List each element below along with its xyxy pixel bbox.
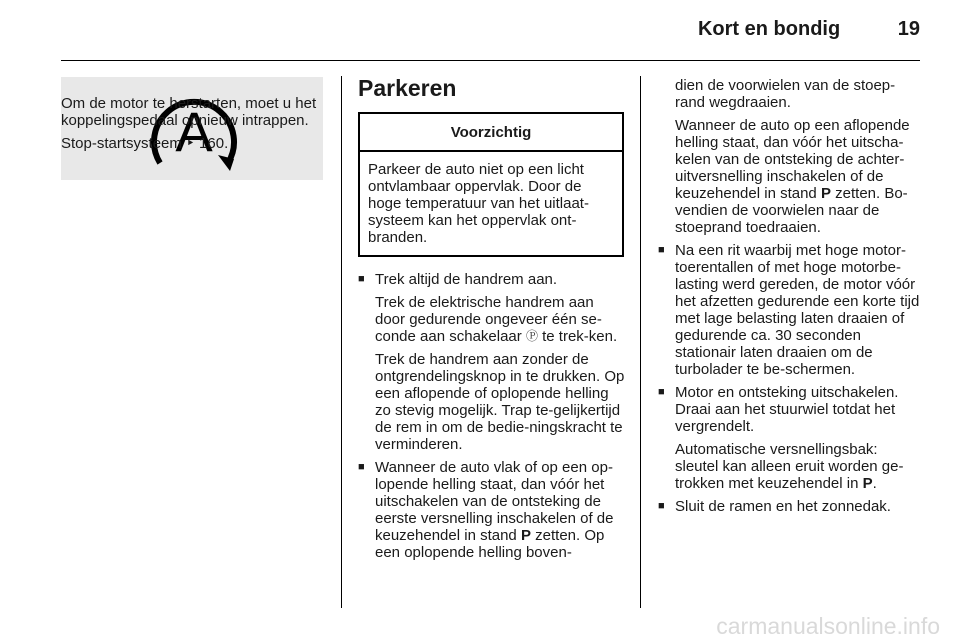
column-2: [358, 75, 626, 567]
parking-brake-switch-icon: Ⓟ: [525, 329, 538, 343]
page-number: 19: [897, 18, 920, 40]
list-item-text: Trek de handrem aan zonder de ontgrendelingsknop in te drukken. Op een aflopende of oplopende helling zo stevig mogelijk. Trap te-gelijkertijd de rem in om de bedie-ningskracht te verminderen.: [375, 351, 625, 453]
list-item: ■ Na een rit waarbij met hoge motor-toerentallen of met hoge motorbe-lasting werd gereden, de motor vóór het afzetten gedurende een korte tijd met lage belasting laten draaien of gedurende ca. 30 seconden stationair laten draaien om de turbolader te be-schermen.: [658, 242, 923, 378]
restart-note: Om de motor te herstarten, moet u het koppelingspedaal opnieuw intrappen.: [61, 95, 317, 129]
instruction-list: [658, 242, 923, 515]
gear-position-P: P: [820, 185, 831, 202]
caution-title: Voorzichtig: [360, 114, 622, 152]
column-3: [658, 77, 923, 521]
column-1-text: [61, 95, 326, 158]
list-item-text: Automatische versnellingsbak: sleutel kan alleen eruit worden ge-trokken met keuzehendel in P.: [675, 441, 904, 492]
cross-reference[interactable]: Stop-startsysteem ‣ 160.: [61, 135, 229, 152]
gear-position-P: P: [520, 527, 531, 544]
list-item-text: ■ Trek altijd de handrem aan.: [375, 271, 558, 288]
list-item: ■ Sluit de ramen en het zonnedak.: [658, 498, 923, 515]
gear-position-P: P: [862, 475, 873, 492]
watermark: carmanualsonline.info: [716, 613, 940, 639]
list-item-text: Wanneer de auto op een aflopende helling staat, dan vóór het uitscha-kelen van de ontsteking de achter-uitversnelling inschakelen of de keuzehendel in stand P zetten. Bo-vendien de voorwielen naar de stoeprand toedraaien.: [675, 117, 910, 236]
section-title: Kort en bondig: [697, 18, 841, 40]
list-item: [358, 271, 626, 453]
header-rule: [61, 60, 920, 61]
list-item-text: ■ Motor en ontsteking uitschakelen. Draai aan het stuurwiel totdat het vergrendelt.: [675, 384, 899, 435]
page-header: [698, 18, 920, 41]
icon-letter: A: [175, 100, 213, 163]
list-item: ■ Wanneer de auto vlak of op een op-lopende helling staat, dan vóór het uitschakelen van de ontsteking de eerste versnelling inschakelen of de keuzehendel in stand P zetten. Op een oplopende helling boven-: [358, 459, 626, 561]
continued-text: [658, 77, 923, 236]
instruction-list: [358, 271, 626, 561]
list-item-text: dien de voorwielen van de stoep-rand wegdraaien.: [675, 77, 896, 111]
section-heading: Parkeren: [358, 75, 457, 101]
list-item-text: Trek de elektrische handrem aan door gedurende ongeveer één se-conde aan schakelaar Ⓟ te trek-ken.: [375, 294, 618, 345]
caution-box: [358, 112, 624, 257]
column-divider-1: [341, 76, 342, 608]
list-item: [658, 384, 923, 492]
column-divider-2: [640, 76, 641, 608]
caution-text: Parkeer de auto niet op een licht ontvlambaar oppervlak. Door de hoge temperatuur van het uitlaat-systeem kan het oppervlak ont-branden.: [368, 161, 589, 246]
column-1: [61, 77, 326, 180]
